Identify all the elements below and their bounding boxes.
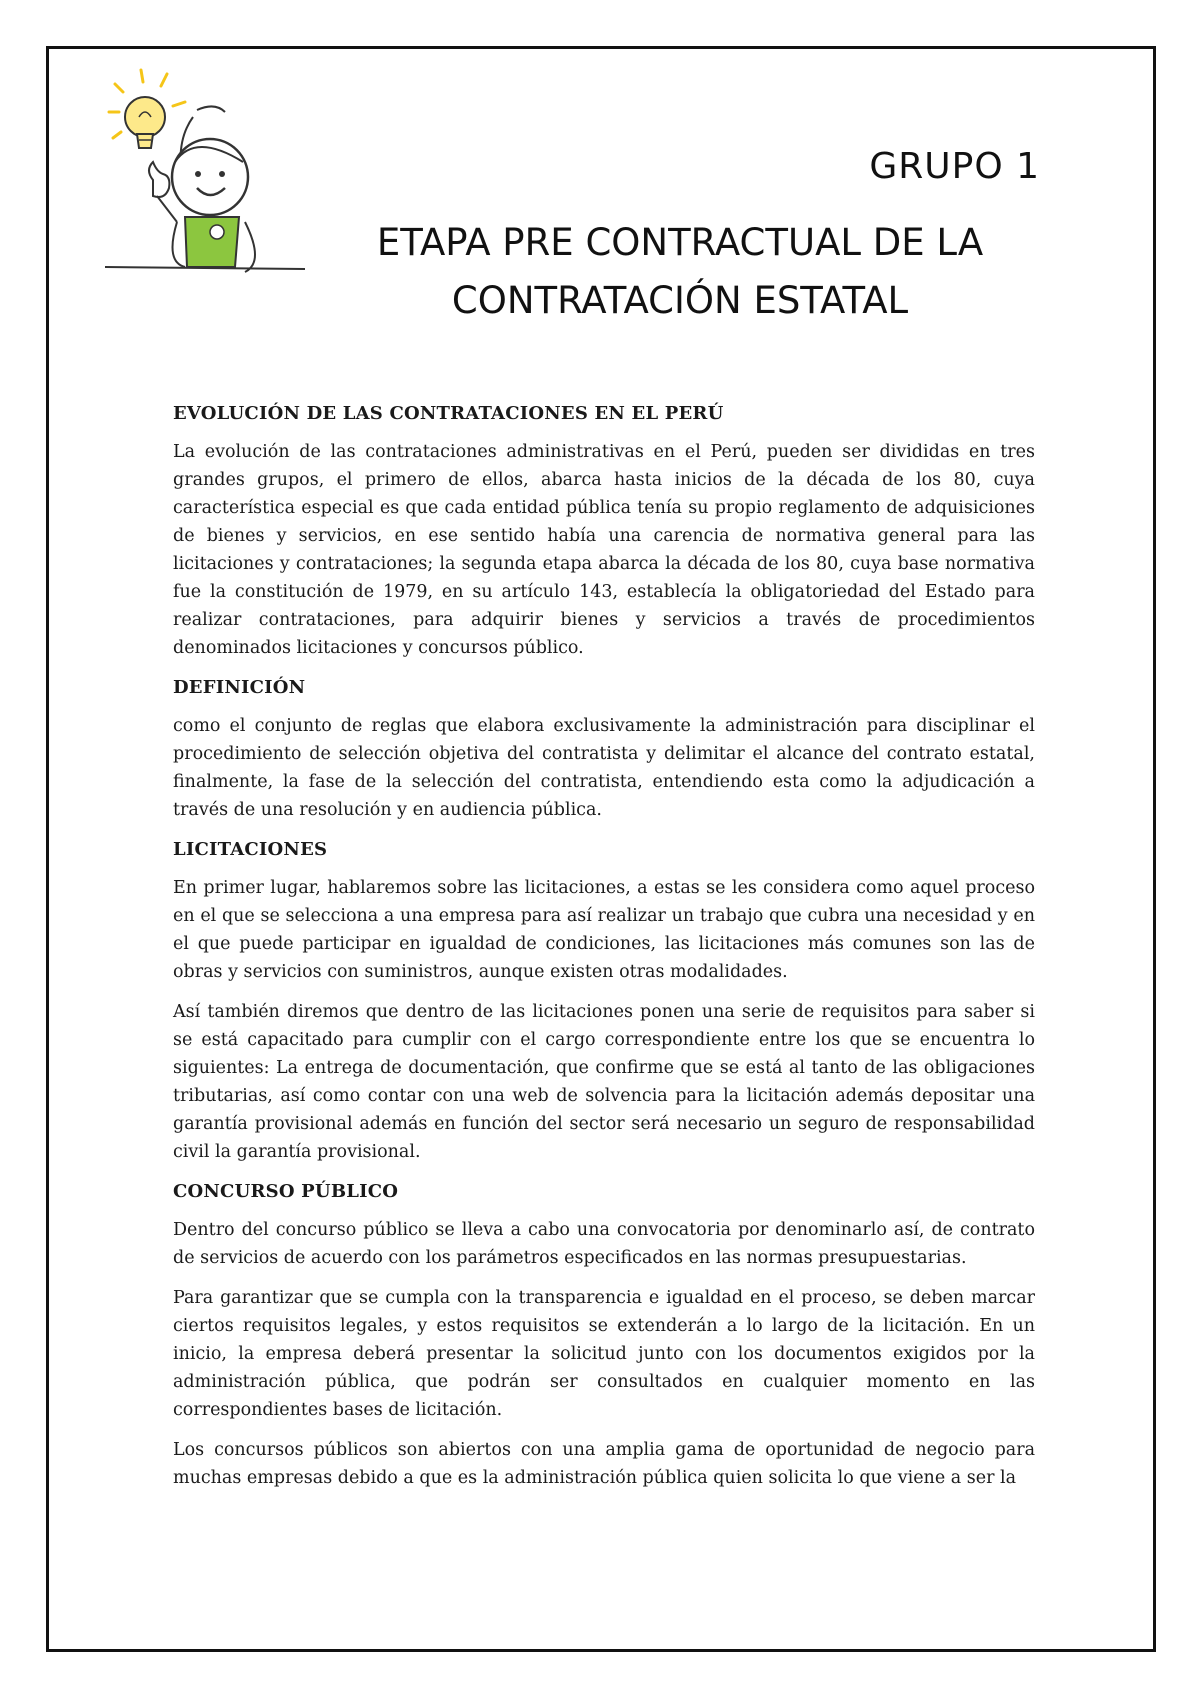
paragraph: La evolución de las contrataciones administrativas en el Perú, pueden ser divididas en tres grandes grupos, el primero de ellos, abarca hasta inicios de la década de los 80, cuya característica especial es que cada entidad pública tenía su propio reglamento de adquisiciones de bienes y servicios, en ese sentido había una carencia de normativa general para las licitaciones y contrataciones; la segunda etapa abarca la década de los 80, cuya base normativa fue la constitución de 1979, en su artículo 143, establecía la obligatoriedad del Estado para realizar contrataciones, para adquirir bienes y servicios a través de procedimientos denominados licitaciones y concursos público. — [173, 442, 1035, 658]
paragraph: Dentro del concurso público se lleva a cabo una convocatoria por denominarlo así, de contrato de servicios de acuerdo con los parámetros especificados en las normas presupuestarias. — [173, 1220, 1035, 1268]
paragraph: como el conjunto de reglas que elabora exclusivamente la administración para disciplinar el procedimiento de selección objetiva del contratista y delimitar el alcance del contrato estatal, finalmente, la fase de la selección del contratista, entendiendo esta como la adjudicación a través de una resolución y en audiencia pública. — [173, 716, 1035, 820]
group-label: GRUPO 1 — [869, 146, 1040, 187]
document-body — [173, 400, 1035, 1504]
section-heading-licitaciones: LICITACIONES — [173, 839, 328, 860]
girl-with-lightbulb-icon — [105, 62, 305, 307]
title-line-2: CONTRATACIÓN ESTATAL — [451, 279, 909, 322]
section-heading-concurso: CONCURSO PÚBLICO — [173, 1181, 399, 1202]
paragraph: Para garantizar que se cumpla con la transparencia e igualdad en el proceso, se deben marcar ciertos requisitos legales, y estos requisitos se extenderán a lo largo de la licitación. En un inicio, la empresa deberá presentar la solicitud junto con los documentos exigidos por la administración pública, que podrán ser consultados en cualquier momento en las correspondientes bases de licitación. — [173, 1288, 1035, 1420]
paragraph: Los concursos públicos son abiertos con una amplia gama de oportunidad de negocio para muchas empresas debido a que es la administración pública quien solicita lo que viene a ser la — [173, 1440, 1035, 1488]
section-heading-evolucion: EVOLUCIÓN DE LAS CONTRATACIONES EN EL PERÚ — [173, 403, 724, 424]
page-title — [330, 214, 1030, 330]
paragraph: Así también diremos que dentro de las licitaciones ponen una serie de requisitos para saber si se está capacitado para cumplir con el cargo correspondiente entre los que se encuentra lo siguientes: La entrega de documentación, que confirme que se está al tanto de las obligaciones tributarias, así como contar con una web de solvencia para la licitación además depositar una garantía provisional además en función del sector será necesario un seguro de responsabilidad civil la garantía provisional. — [173, 1002, 1035, 1162]
title-line-1: ETAPA PRE CONTRACTUAL DE LA — [376, 221, 984, 264]
paragraph: En primer lugar, hablaremos sobre las licitaciones, a estas se les considera como aquel proceso en el que se selecciona a una empresa para así realizar un trabajo que cubra una necesidad y en el que puede participar en igualdad de condiciones, las licitaciones más comunes son las de obras y servicios con suministros, aunque existen otras modalidades. — [173, 878, 1035, 982]
section-heading-definicion: DEFINICIÓN — [173, 677, 306, 698]
